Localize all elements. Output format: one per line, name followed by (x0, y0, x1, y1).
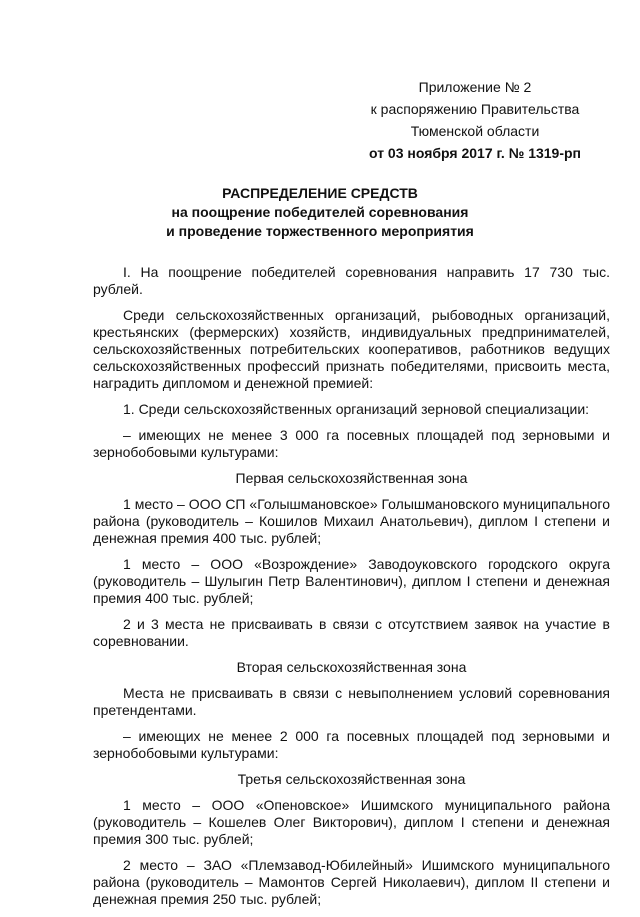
paragraph-place-golyshmanovskoe: 1 место – ООО СП «Голышмановское» Голышмановского муниципального района (руководитель – Кошилов Михаил Анатольевич), диплом I степени и денежная премия 400 тыс. рублей; (93, 496, 610, 546)
paragraph-place-openovskoe: 1 место – ООО «Опеновское» Ишимского муниципального района (руководитель – Кошелев Олег Викторович), диплом I степени и денежная премия 300 тыс. рублей; (93, 797, 610, 847)
paragraph-2000-ha: – имеющих не менее 2 000 га посевных площадей под зерновыми и зернобобовыми культурами: (93, 728, 610, 761)
zone-heading-second: Вторая сельскохозяйственная зона (236, 659, 467, 675)
heading-title: РАСПРЕДЕЛЕНИЕ СРЕДСТВ (222, 185, 418, 201)
zone-heading-third: Третья сельскохозяйственная зона (237, 771, 466, 787)
paragraph-winners-intro: Среди сельскохозяйственных организаций, рыбоводных организаций, крестьянских (фермерских) хозяйств, индивидуальных предпринимателей, сельскохозяйственных потребительских кооперативов, работников ведущих сельскохозяйственных профессий признать победителями, присвоить места, наградить дипломом и денежной премией: (93, 307, 610, 391)
heading-subtitle-line2: и проведение торжественного мероприятия (166, 223, 474, 239)
paragraph-place-plemzavod: 2 место – ЗАО «Племзавод-Юбилейный» Ишимского муниципального района (руководитель – Мамонтов Сергей Николаевич), диплом II степени и денежная премия 250 тыс. рублей; (93, 857, 610, 907)
appendix-region: Тюменской области (410, 123, 540, 139)
appendix-block (360, 76, 590, 164)
paragraph-grain-organizations: 1. Среди сельскохозяйственных организаций зерновой специализации: (123, 401, 590, 417)
appendix-date-number: от 03 ноября 2017 г. № 1319-рп (368, 145, 582, 161)
paragraph-3000-ha: – имеющих не менее 3 000 га посевных площадей под зерновыми и зернобобовыми культурами: (93, 427, 610, 460)
paragraph-place-vozrozhdenie: 1 место – ООО «Возрождение» Заводоуковского городского округа (руководитель – Шулыгин Петр Валентинович), диплом I степени и денежная премия 400 тыс. рублей; (93, 556, 610, 606)
document-heading (60, 184, 580, 241)
appendix-order-reference: к распоряжению Правительства (370, 101, 580, 117)
document-body (93, 264, 610, 917)
zone-heading-first: Первая сельскохозяйственная зона (235, 470, 468, 486)
paragraph-funding: I. На поощрение победителей соревнования направить 17 730 тыс. рублей. (93, 264, 610, 297)
paragraph-places-not-assigned: 2 и 3 места не присваивать в связи с отсутствием заявок на участие в соревновании. (93, 616, 610, 649)
appendix-number: Приложение № 2 (418, 79, 532, 95)
paragraph-second-zone-note: Места не присваивать в связи с невыполнением условий соревнования претендентами. (93, 685, 610, 718)
heading-subtitle-line1: на поощрение победителей соревнования (171, 204, 469, 220)
